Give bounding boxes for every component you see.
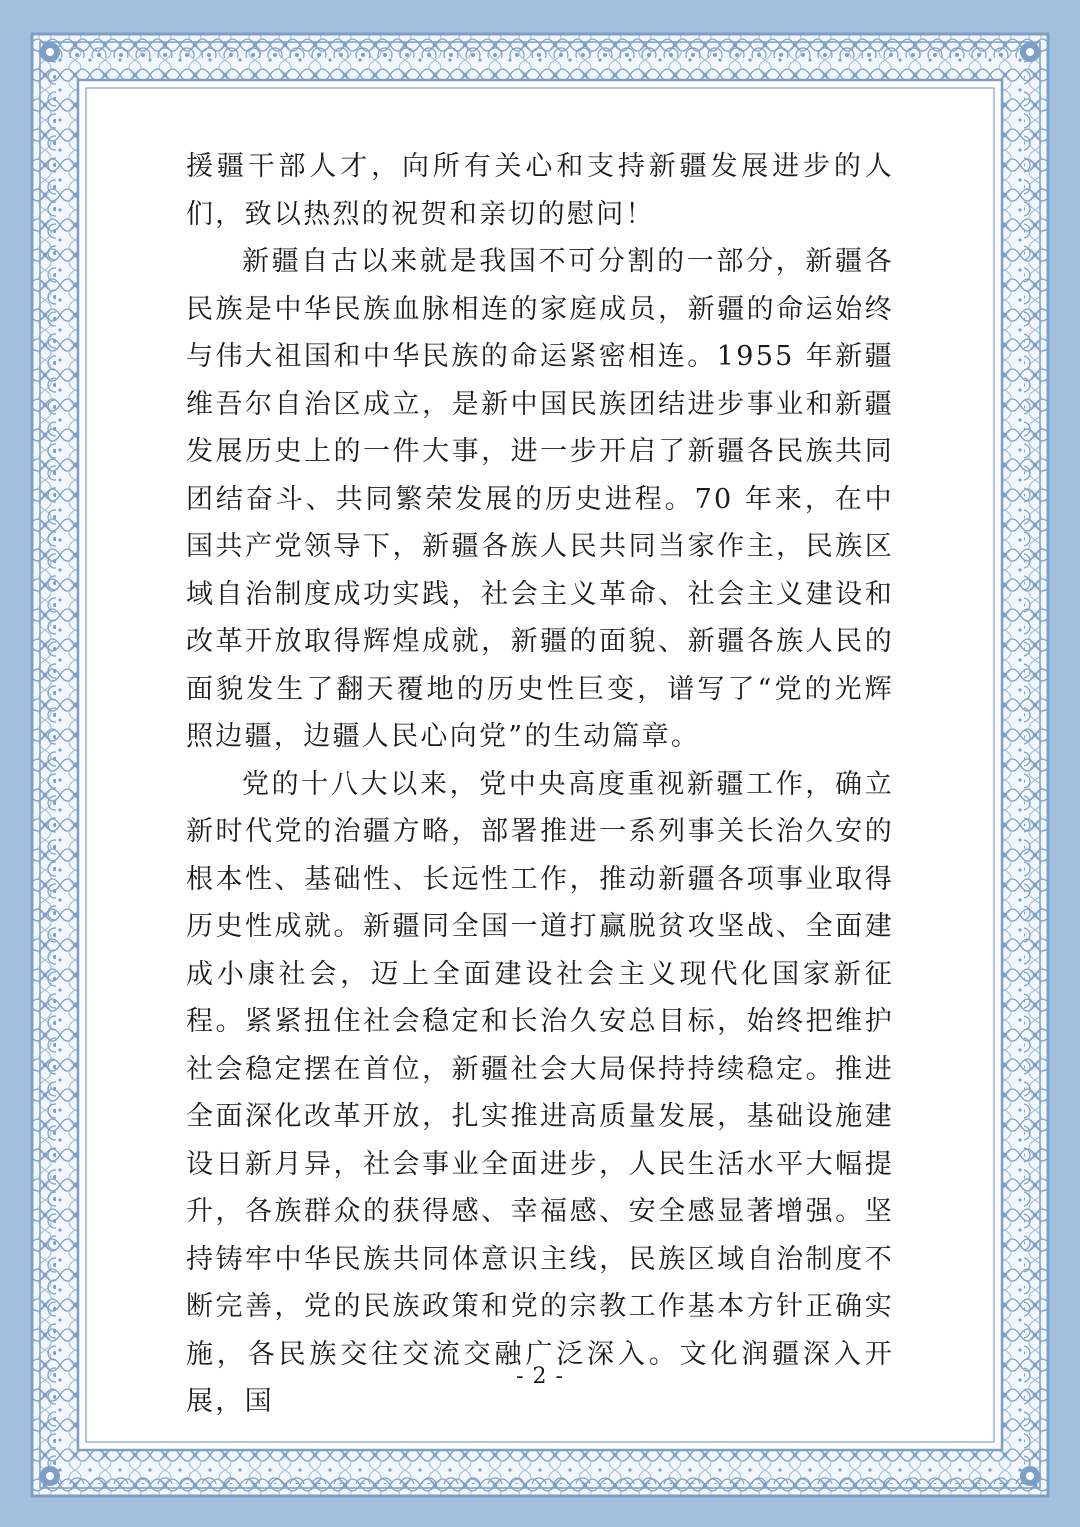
paragraph-3: 党的十八大以来，党中央高度重视新疆工作，确立新时代党的治疆方略，部署推进一系列事关长治久安的根本性、基础性、长远性工作，推动新疆各项事业取得历史性成就。新疆同全国一道打赢脱贫攻坚战、全面建成小康社会，迈上全面建设社会主义现代化国家新征程。紧紧扭住社会稳定和长治久安总目标，始终把维护社会稳定摆在首位，新疆社会大局保持持续稳定。推进全面深化改革开放，扎实推进高质量发展，基础设施建设日新月异，社会事业全面进步，人民生活水平大幅提升，各族群众的获得感、幸福感、安全感显著增强。坚持铸牢中华民族共同体意识主线，民族区域自治制度不断完善，党的民族政策和党的宗教工作基本方针正确实施，各民族交往交流交融广泛深入。文化润疆深入开展，国 (186, 768, 894, 1417)
paragraph-2: 新疆自古以来就是我国不可分割的一部分，新疆各民族是中华民族血脉相连的家庭成员，新疆的命运始终与伟大祖国和中华民族的命运紧密相连。1955 年新疆维吾尔自治区成立，是新中国民族团结进步事业和新疆发展历史上的一件大事，进一步开启了新疆各民族共同团结奋斗、共同繁荣发展的历史进程。70 年来，在中国共产党领导下，新疆各族人民共同当家作主，民族区域自治制度成功实践，社会主义革命、社会主义建设和改革开放取得辉煌成就，新疆的面貌、新疆各族人民的面貌发生了翻天覆地的历史性巨变，谱写了“党的光辉照边疆，边疆人民心向党”的生动篇章。 (186, 246, 894, 752)
document-body (186, 143, 894, 1426)
page-number: - 2 - (516, 1364, 564, 1389)
paragraph-1: 援疆干部人才，向所有关心和支持新疆发展进步的人们，致以热烈的祝贺和亲切的慰问！ (186, 151, 894, 230)
